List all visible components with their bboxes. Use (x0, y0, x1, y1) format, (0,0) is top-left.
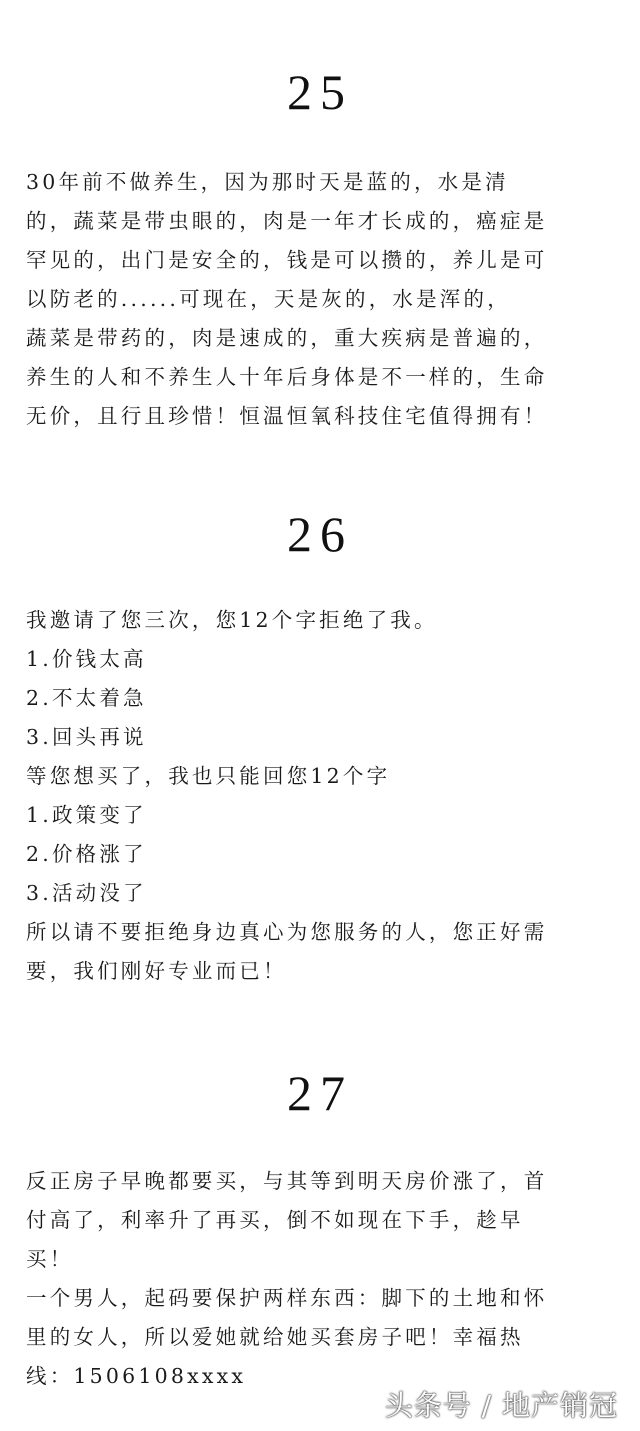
text-line: 2.价格涨了 (26, 842, 147, 866)
text-line: 罕见的，出门是安全的，钱是可以攒的，养儿是可 (26, 248, 548, 272)
section-26-paragraph (26, 601, 616, 991)
text-line: 3.回头再说 (26, 725, 147, 749)
text-line: 要，我们刚好专业而已！ (26, 959, 287, 983)
text-line: 等您想买了，我也只能回您12个字 (26, 764, 391, 788)
text-line: 2.不太着急 (26, 686, 147, 710)
text-line: 一个男人，起码要保护两样东西：脚下的土地和怀 (26, 1286, 548, 1310)
text-line: 以防老的......可现在，天是灰的，水是浑的， (26, 287, 511, 311)
section-27-paragraph (26, 1162, 616, 1396)
text-line: 蔬菜是带药的，肉是速成的，重大疾病是普遍的， (26, 326, 548, 350)
text-line: 1.价钱太高 (26, 647, 147, 671)
text-line: 付高了，利率升了再买，倒不如现在下手，趁早 (26, 1208, 524, 1232)
text-line: 买！ (26, 1247, 74, 1271)
section-number-27: 27 (287, 1065, 353, 1121)
section-25-paragraph (26, 163, 616, 436)
text-line: 线：1506108xxxx (26, 1364, 247, 1388)
text-line: 里的女人，所以爱她就给她买套房子吧！幸福热 (26, 1325, 524, 1349)
text-line: 我邀请了您三次，您12个字拒绝了我。 (26, 608, 438, 632)
text-line: 30年前不做养生，因为那时天是蓝的，水是清 (26, 170, 509, 194)
text-line: 1.政策变了 (26, 803, 147, 827)
text-line: 反正房子早晚都要买，与其等到明天房价涨了，首 (26, 1169, 548, 1193)
watermark: 头条号 / 地产销冠 (384, 1389, 618, 1422)
text-line: 的，蔬菜是带虫眼的，肉是一年才长成的，癌症是 (26, 209, 548, 233)
text-line: 所以请不要拒绝身边真心为您服务的人，您正好需 (26, 920, 548, 944)
section-number-25: 25 (287, 64, 353, 120)
text-line: 养生的人和不养生人十年后身体是不一样的，生命 (26, 365, 548, 389)
text-line: 3.活动没了 (26, 881, 147, 905)
section-number-26: 26 (287, 506, 353, 562)
text-line: 无价，且行且珍惜！恒温恒氧科技住宅值得拥有！ (26, 404, 548, 428)
